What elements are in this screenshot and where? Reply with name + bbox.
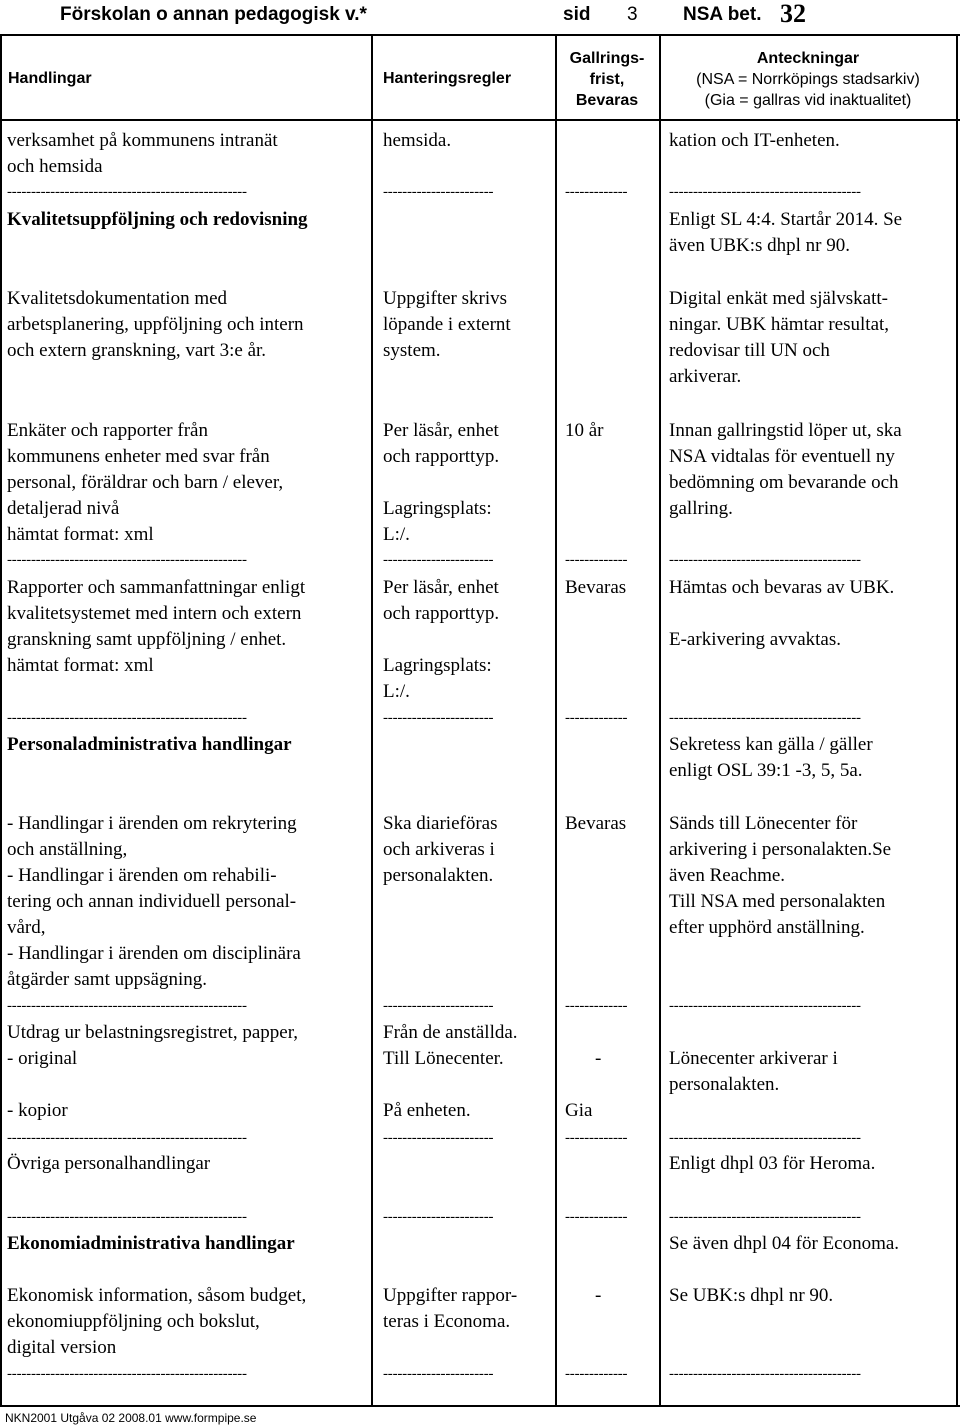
- row-separator: -----------------------: [383, 1131, 494, 1146]
- cell-text: arkiverar.: [669, 366, 742, 387]
- cell-text: Bevaras: [565, 813, 627, 834]
- cell-text: Till Lönecenter.: [383, 1048, 504, 1069]
- cell-text: Digital enkät med självskatt-: [669, 288, 888, 309]
- cell-text: Lönecenter arkiverar i: [669, 1048, 838, 1069]
- cell-text: kommunens enheter med svar från: [7, 446, 270, 467]
- row-separator: ----------------------------------------: [669, 999, 861, 1014]
- cell-text: kation och IT-enheten.: [669, 130, 840, 151]
- row-separator: --------------------------------------------------: [7, 553, 247, 568]
- cell-text: och extern granskning, vart 3:e år.: [7, 340, 267, 361]
- cell-text: ningar. UBK hämtar resultat,: [669, 314, 890, 335]
- cell-text: granskning samt uppföljning / enhet.: [7, 629, 287, 650]
- cell-text: teras i Economa.: [383, 1311, 511, 1332]
- row-separator: --------------------------------------------------: [7, 711, 247, 726]
- cell-text: hemsida.: [383, 130, 452, 151]
- cell-text: Rapporter och sammanfattningar enligt: [7, 577, 306, 598]
- cell-text: och anställning,: [7, 839, 128, 860]
- cell-text: digital version: [7, 1337, 117, 1358]
- cell-text: -: [595, 1285, 602, 1306]
- cell-text: Se även dhpl 04 för Economa.: [669, 1233, 900, 1254]
- cell-text: vård,: [7, 917, 46, 938]
- sid-label: sid: [563, 4, 591, 25]
- column-header-hanteringsregler: Hanteringsregler: [383, 70, 512, 87]
- row-separator: -------------: [565, 185, 628, 200]
- cell-text: E-arkivering avvaktas.: [669, 629, 841, 650]
- cell-text: Per läsår, enhet: [383, 420, 499, 441]
- cell-text: L:/.: [383, 681, 410, 702]
- row-separator: ----------------------------------------: [669, 185, 861, 200]
- cell-text: enligt OSL 39:1 -3, 5, 5a.: [669, 760, 863, 781]
- row-separator: --------------------------------------------------: [7, 1210, 247, 1225]
- row-separator: -----------------------: [383, 185, 494, 200]
- row-separator: ----------------------------------------: [669, 1131, 861, 1146]
- row-separator: -----------------------: [383, 1367, 494, 1382]
- cell-text: även UBK:s dhpl nr 90.: [669, 235, 851, 256]
- table-bottom-border: [0, 1405, 960, 1407]
- table-header-border: [0, 119, 960, 121]
- cell-text: Enligt SL 4:4. Startår 2014. Se: [669, 209, 903, 230]
- cell-text: -: [595, 1048, 602, 1069]
- cell-text: verksamhet på kommunens intranät: [7, 130, 278, 151]
- row-separator: ----------------------------------------: [669, 553, 861, 568]
- column-divider: [555, 35, 557, 1406]
- cell-text: Enligt dhpl 03 för Heroma.: [669, 1153, 876, 1174]
- cell-text: Hämtas och bevaras av UBK.: [669, 577, 895, 598]
- section-heading: Personaladministrativa handlingar: [7, 734, 292, 755]
- row-separator: -----------------------: [383, 553, 494, 568]
- cell-text: Bevaras: [565, 577, 627, 598]
- cell-text: bedömning om bevarande och: [669, 472, 899, 493]
- cell-text: och hemsida: [7, 156, 103, 177]
- cell-text: och arkiveras i: [383, 839, 495, 860]
- column-header-handlingar: Handlingar: [8, 70, 92, 87]
- row-separator: -------------: [565, 999, 628, 1014]
- cell-text: Lagringsplats:: [383, 655, 492, 676]
- cell-text: 10 år: [565, 420, 604, 441]
- column-divider: [956, 35, 958, 1406]
- row-separator: -------------: [565, 1210, 628, 1225]
- row-separator: ----------------------------------------: [669, 711, 861, 726]
- cell-text: och rapporttyp.: [383, 446, 500, 467]
- row-separator: --------------------------------------------------: [7, 999, 247, 1014]
- cell-text: Kvalitetsdokumentation med: [7, 288, 228, 309]
- cell-text: åtgärder samt uppsägning.: [7, 969, 207, 990]
- section-heading: Kvalitetsuppföljning och redovisning: [7, 209, 308, 230]
- row-separator: ----------------------------------------: [669, 1210, 861, 1225]
- nsa-number: 32: [780, 0, 806, 28]
- column-header-gallringsfrist: Gallrings- frist, Bevaras: [569, 50, 645, 109]
- cell-text: Enkäter och rapporter från: [7, 420, 208, 441]
- row-separator: ----------------------------------------: [669, 1367, 861, 1382]
- sid-number: 3: [627, 4, 638, 25]
- cell-text: löpande i externt: [383, 314, 511, 335]
- row-separator: --------------------------------------------------: [7, 185, 247, 200]
- cell-text: Uppgifter rappor-: [383, 1285, 518, 1306]
- cell-text: arbetsplanering, uppföljning och intern: [7, 314, 304, 335]
- cell-text: - Handlingar i ärenden om disciplinära: [7, 943, 301, 964]
- cell-text: Utdrag ur belastningsregistret, papper,: [7, 1022, 299, 1043]
- row-separator: -------------: [565, 553, 628, 568]
- cell-text: Gia: [565, 1100, 593, 1121]
- cell-text: - kopior: [7, 1100, 68, 1121]
- cell-text: även Reachme.: [669, 865, 786, 886]
- column-header-anteckningar: Anteckningar (NSA = Norrköpings stadsarkiv) (Gia = gallras vid inaktualitet): [696, 50, 920, 109]
- cell-text: L:/.: [383, 524, 410, 545]
- cell-text: kvalitetsystemet med intern och extern: [7, 603, 302, 624]
- cell-text: Sekretess kan gälla / gäller: [669, 734, 873, 755]
- cell-text: gallring.: [669, 498, 733, 519]
- column-divider: [0, 35, 2, 1406]
- cell-text: - Handlingar i ärenden om rehabili-: [7, 865, 277, 886]
- cell-text: - Handlingar i ärenden om rekrytering: [7, 813, 297, 834]
- cell-text: Uppgifter skrivs: [383, 288, 508, 309]
- table-top-border: [0, 34, 960, 36]
- cell-text: ekonomiuppföljning och bokslut,: [7, 1311, 260, 1332]
- document-footer: NKN2001 Utgåva 02 2008.01 www.formpipe.se: [5, 1411, 257, 1425]
- cell-text: redovisar till UN och: [669, 340, 830, 361]
- row-separator: -----------------------: [383, 711, 494, 726]
- cell-text: personal, föräldrar och barn / elever,: [7, 472, 284, 493]
- cell-text: NSA vidtalas för eventuell ny: [669, 446, 895, 467]
- cell-text: personalakten.: [669, 1074, 780, 1095]
- row-separator: --------------------------------------------------: [7, 1367, 247, 1382]
- cell-text: Ska diarieföras: [383, 813, 498, 834]
- cell-text: efter upphörd anställning.: [669, 917, 865, 938]
- cell-text: Sänds till Lönecenter för: [669, 813, 858, 834]
- row-separator: -----------------------: [383, 999, 494, 1014]
- cell-text: Till NSA med personalakten: [669, 891, 886, 912]
- page-title: Förskolan o annan pedagogisk v.*: [60, 4, 367, 25]
- cell-text: Se UBK:s dhpl nr 90.: [669, 1285, 834, 1306]
- row-separator: -----------------------: [383, 1210, 494, 1225]
- cell-text: arkivering i personalakten.Se: [669, 839, 892, 860]
- cell-text: På enheten.: [383, 1100, 471, 1121]
- cell-text: och rapporttyp.: [383, 603, 500, 624]
- cell-text: - original: [7, 1048, 78, 1069]
- row-separator: --------------------------------------------------: [7, 1131, 247, 1146]
- cell-text: detaljerad nivå: [7, 498, 120, 519]
- cell-text: Per läsår, enhet: [383, 577, 499, 598]
- cell-text: hämtat format: xml: [7, 524, 154, 545]
- cell-text: Övriga personalhandlingar: [7, 1153, 211, 1174]
- nsa-label: NSA bet.: [683, 4, 762, 25]
- cell-text: personalakten.: [383, 865, 494, 886]
- row-separator: -------------: [565, 1131, 628, 1146]
- column-divider: [371, 35, 373, 1406]
- cell-text: tering och annan individuell personal-: [7, 891, 297, 912]
- cell-text: Lagringsplats:: [383, 498, 492, 519]
- cell-text: Ekonomisk information, såsom budget,: [7, 1285, 307, 1306]
- row-separator: -------------: [565, 1367, 628, 1382]
- cell-text: hämtat format: xml: [7, 655, 154, 676]
- column-divider: [659, 35, 661, 1406]
- cell-text: Innan gallringstid löper ut, ska: [669, 420, 902, 441]
- row-separator: -------------: [565, 711, 628, 726]
- cell-text: system.: [383, 340, 441, 361]
- section-heading: Ekonomiadministrativa handlingar: [7, 1233, 295, 1254]
- cell-text: Från de anställda.: [383, 1022, 518, 1043]
